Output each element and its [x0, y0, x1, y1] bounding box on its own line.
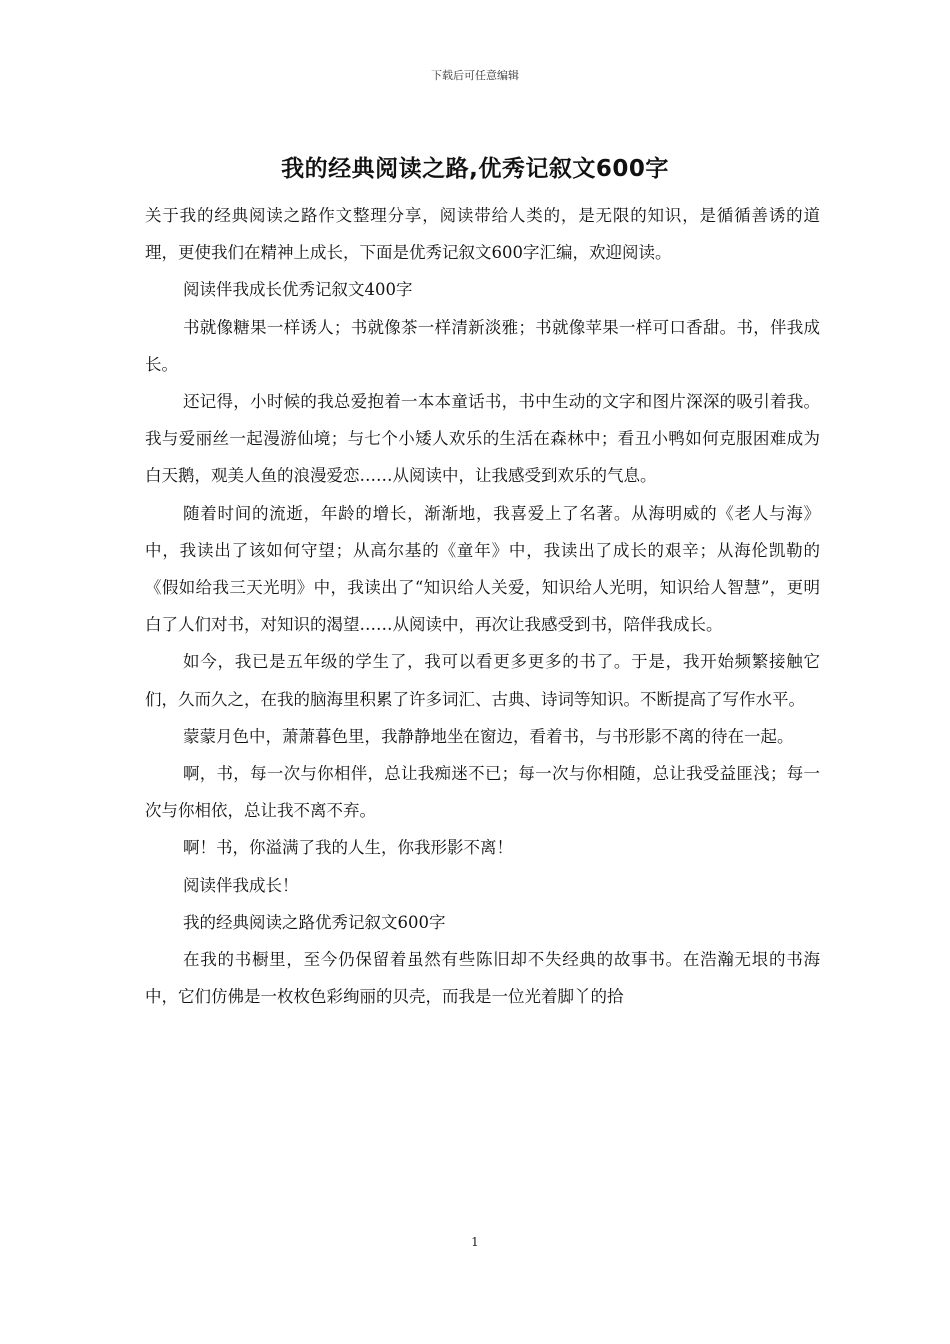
paragraph: 还记得，小时候的我总爱抱着一本本童话书，书中生动的文字和图片深深的吸引着我。我与爱丽丝一起漫游仙境；与七个小矮人欢乐的生活在森林中；看丑小鸭如何克服困难成为白天鹅，观美人鱼的浪漫爱恋……从阅读中，让我感受到欢乐的气息。 — [145, 392, 820, 486]
paragraph: 阅读伴我成长！ — [183, 875, 299, 895]
paragraph: 书就像糖果一样诱人；书就像茶一样清新淡雅；书就像苹果一样可口香甜。书，伴我成长。 — [145, 317, 820, 374]
paragraph: 啊，书，每一次与你相伴，总让我痴迷不已；每一次与你相随，总让我受益匪浅；每一次与你相依，总让我不离不弃。 — [145, 764, 820, 821]
paragraph: 随着时间的流逝，年龄的增长，渐渐地，我喜爱上了名著。从海明威的《老人与海》中，我读出了该如何守望；从高尔基的《童年》中，我读出了成长的艰辛；从海伦凯勒的《假如给我三天光明》中，我读出了“知识给人关爱，知识给人光明，知识给人智慧”，更明白了人们对书，对知识的渴望……从阅读中，再次让我感受到书，陪伴我成长。 — [145, 503, 820, 635]
document-body — [145, 197, 820, 1015]
section-heading: 我的经典阅读之路优秀记叙文600字 — [183, 912, 446, 932]
page-number: 1 — [471, 1235, 479, 1249]
paragraph: 如今，我已是五年级的学生了，我可以看更多更多的书了。于是，我开始频繁接触它们，久而久之，在我的脑海里积累了许多词汇、古典、诗词等知识。不断提高了写作水平。 — [145, 652, 820, 709]
section-heading: 阅读伴我成长优秀记叙文400字 — [183, 280, 413, 300]
paragraph: 蒙蒙月色中，萧萧暮色里，我静静地坐在窗边，看着书，与书形影不离的待在一起。 — [183, 726, 794, 746]
paragraph-intro: 关于我的经典阅读之路作文整理分享，阅读带给人类的，是无限的知识，是循循善诱的道理，更使我们在精神上成长，下面是优秀记叙文600字汇编，欢迎阅读。 — [145, 206, 820, 263]
header-note: 下载后可任意编辑 — [431, 69, 519, 82]
paragraph: 在我的书橱里，至今仍保留着虽然有些陈旧却不失经典的故事书。在浩瀚无垠的书海中，它们仿佛是一枚枚色彩绚丽的贝壳，而我是一位光着脚丫的拾 — [145, 950, 820, 1007]
paragraph: 啊！书，你溢满了我的人生，你我形影不离！ — [183, 838, 513, 858]
document-title: 我的经典阅读之路,优秀记叙文600字 — [281, 156, 669, 182]
